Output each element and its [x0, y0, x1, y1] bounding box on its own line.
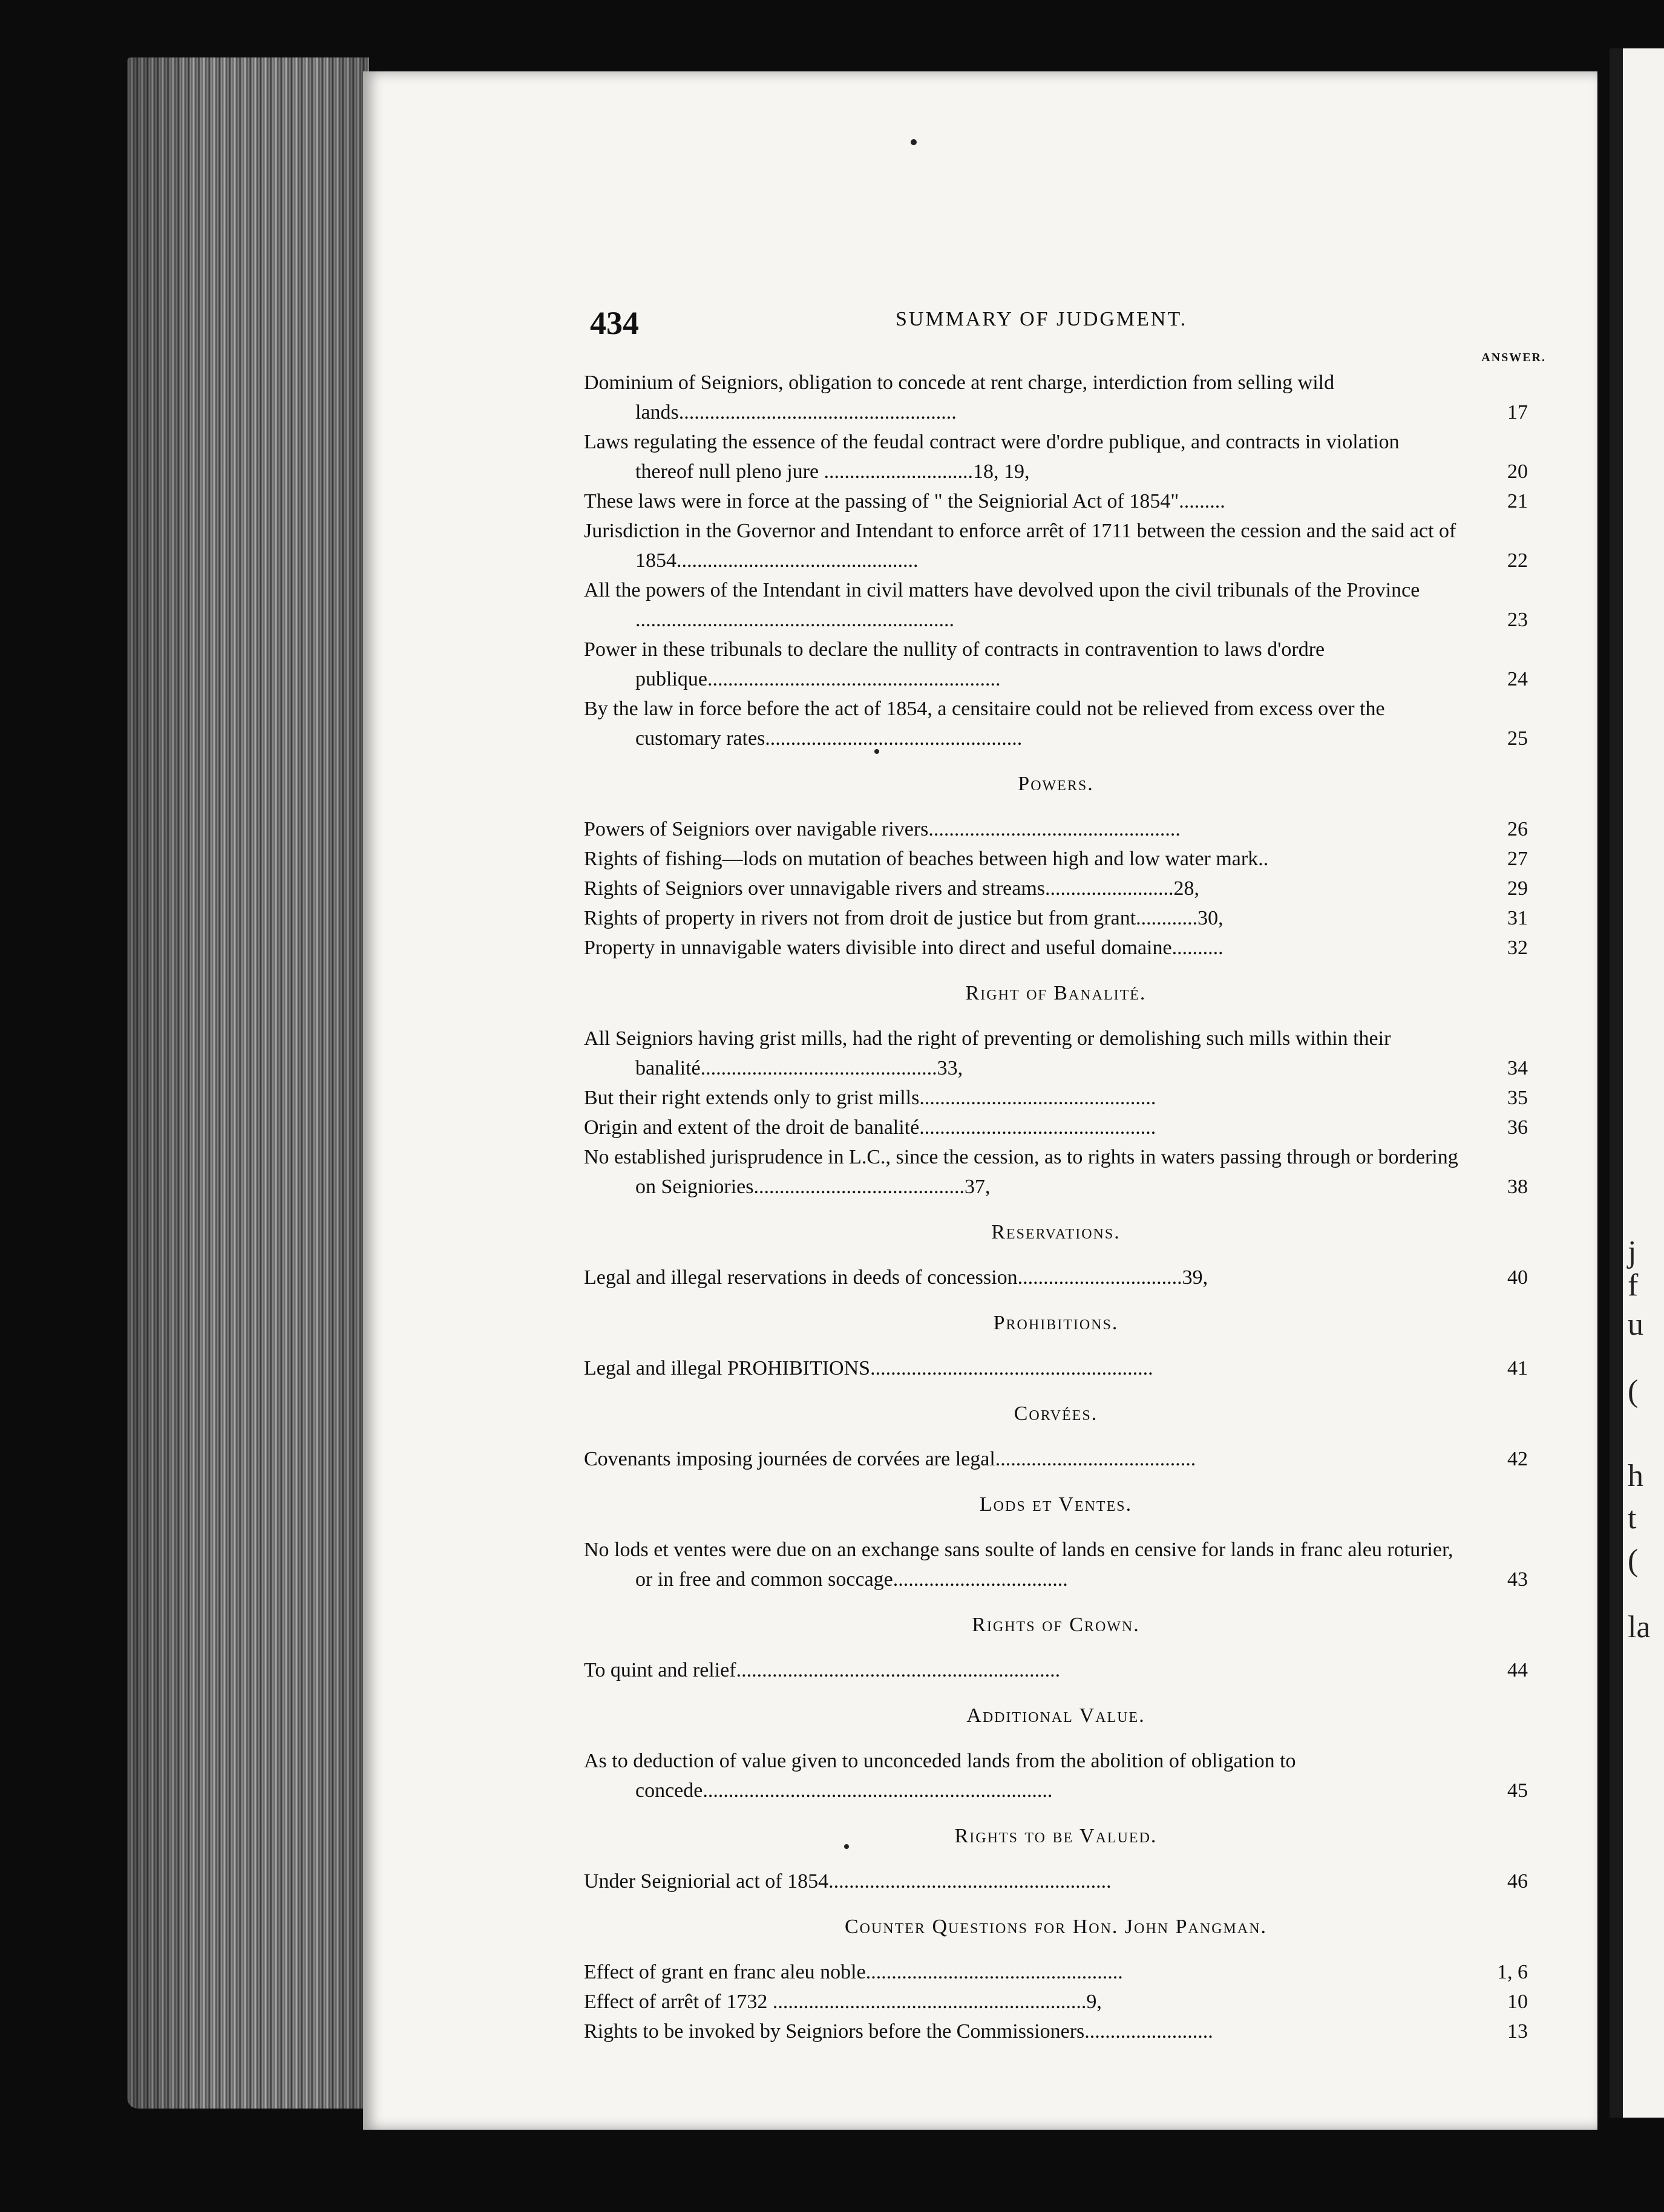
entry-ref: 45 [1507, 1779, 1528, 1802]
sections [584, 769, 1528, 2046]
entry-ref: 43 [1507, 1568, 1528, 1591]
entry-text: Covenants imposing journées de corvées are legal....................................... [584, 1448, 1196, 1470]
entry-ref: 40 [1507, 1266, 1528, 1289]
entry-text: Jurisdiction in the Governor and Intendant to enforce arrêt of 1711 between the cession and the said act of 1854............................................... [584, 520, 1456, 572]
running-head: SUMMARY OF JUDGMENT. [896, 308, 1188, 330]
entry-text: All Seigniors having grist mills, had the right of preventing or demolishing such mills within their banalité..............................................33, [584, 1027, 1391, 1079]
entry-text: Laws regulating the essence of the feudal contract were d'ordre publique, and contracts in violation thereof null pleno jure .............................18, 19, [584, 431, 1400, 483]
facing-page-edge [1610, 48, 1664, 2118]
list-item [584, 635, 1528, 694]
entry-text: Under Seigniorial act of 1854....................................................... [584, 1870, 1112, 1893]
list-item [584, 1957, 1528, 1987]
list-item [584, 1987, 1528, 2017]
list-item [584, 694, 1528, 753]
entry-ref: 35 [1507, 1087, 1528, 1109]
entry-text: Powers of Seigniors over navigable rivers................................................. [584, 818, 1181, 840]
list-item [584, 1746, 1528, 1805]
book-page [363, 71, 1597, 2130]
facing-page-fragment: j [1628, 1235, 1637, 1269]
entry-text: Rights of fishing—lods on mutation of beaches between high and low water mark.. [584, 848, 1269, 870]
list-item [584, 368, 1528, 427]
list-item [584, 1353, 1528, 1383]
list-item [584, 1535, 1528, 1594]
entry-ref: 1, 6 [1497, 1961, 1528, 1983]
list-item [584, 1113, 1528, 1142]
entry-text: All the powers of the Intendant in civil matters have devolved upon the civil tribunals of the Province .............................................................. [584, 579, 1420, 631]
entry-text: These laws were in force at the passing of " the Seigniorial Act of 1854"......... [584, 490, 1225, 512]
facing-page-fragment: ( [1628, 1374, 1639, 1409]
list-item [584, 1444, 1528, 1474]
section-heading: Additional Value. [966, 1704, 1145, 1727]
list-item [584, 575, 1528, 635]
entry-ref: 44 [1507, 1659, 1528, 1681]
section-heading: Rights to be Valued. [954, 1825, 1158, 1847]
entry-ref: 22 [1507, 549, 1528, 572]
list-item [584, 844, 1528, 874]
entry-text: Property in unnavigable waters divisible into direct and useful domaine.......... [584, 937, 1223, 959]
section-heading: Prohibitions. [993, 1312, 1119, 1334]
entry-ref: 36 [1507, 1116, 1528, 1139]
entry-ref: 13 [1507, 2020, 1528, 2043]
entry-text: But their right extends only to grist mills.............................................. [584, 1087, 1156, 1109]
section-heading: Reservations. [991, 1221, 1121, 1243]
list-item [584, 427, 1528, 486]
list-item [584, 516, 1528, 575]
section-heading: Lods et Ventes. [979, 1493, 1133, 1516]
facing-page-fragment: la [1628, 1610, 1651, 1644]
book-edge-shadow [127, 57, 369, 2109]
list-item [584, 874, 1528, 903]
entry-ref: 27 [1507, 848, 1528, 870]
section-heading: Powers. [1018, 773, 1094, 795]
list-item [584, 1142, 1528, 1202]
entry-ref: 42 [1507, 1448, 1528, 1470]
entry-ref: 23 [1507, 609, 1528, 631]
ink-speck [911, 139, 917, 145]
facing-page-fragment: t [1628, 1501, 1637, 1536]
list-item [584, 486, 1528, 516]
entry-text: Effect of arrêt of 1732 .............................................................9, [584, 1991, 1102, 2013]
entry-ref: 41 [1507, 1357, 1528, 1379]
entry-ref: 17 [1507, 401, 1528, 424]
entry-ref: 38 [1507, 1176, 1528, 1198]
list-item [584, 1024, 1528, 1083]
facing-page-fragment: h [1628, 1459, 1643, 1493]
list-item [584, 933, 1528, 963]
entry-text: Rights of property in rivers not from droit de justice but from grant............30, [584, 907, 1223, 929]
entry-text: No lods et ventes were due on an exchange sans soulte of lands en censive for lands in franc aleu roturier, or in free and common soccage.................................. [584, 1539, 1453, 1591]
facing-page-fragment: u [1628, 1307, 1643, 1342]
list-item [584, 1083, 1528, 1113]
list-item [584, 1867, 1528, 1896]
section-heading: Rights of Crown. [972, 1614, 1140, 1636]
intro-entries [584, 368, 1528, 753]
entry-ref: 26 [1507, 818, 1528, 840]
section-heading: Right of Banalité. [965, 982, 1147, 1004]
entry-ref: 32 [1507, 937, 1528, 959]
entry-text: As to deduction of value given to unconceded lands from the abolition of obligation to concede.................................................................... [584, 1750, 1296, 1802]
entry-ref: 25 [1507, 727, 1528, 750]
entry-ref: 31 [1507, 907, 1528, 929]
entry-text: No established jurisprudence in L.C., since the cession, as to rights in waters passing through or bordering on Seigniories.........................................37, [584, 1146, 1458, 1198]
section-heading: Counter Questions for Hon. John Pangman. [844, 1916, 1268, 1938]
list-item [584, 1655, 1528, 1685]
entry-ref: 34 [1507, 1057, 1528, 1079]
entry-ref: 29 [1507, 877, 1528, 900]
entry-text: Rights of Seigniors over unnavigable rivers and streams.........................28, [584, 877, 1200, 900]
entry-text: Power in these tribunals to declare the nullity of contracts in contravention to laws d'ordre publique......................................................... [584, 638, 1325, 690]
entry-text: To quint and relief............................................................... [584, 1659, 1061, 1681]
entry-text: Dominium of Seigniors, obligation to concede at rent charge, interdiction from selling wild lands...................................................... [584, 371, 1335, 424]
entry-text: Effect of grant en franc aleu noble.................................................. [584, 1961, 1123, 1983]
entry-ref: 20 [1507, 460, 1528, 483]
summary-content [584, 368, 1528, 2046]
entry-ref: 46 [1507, 1870, 1528, 1893]
entry-ref: 10 [1507, 1991, 1528, 2013]
answer-column-head: ANSWER. [1481, 351, 1546, 364]
entry-ref: 24 [1507, 668, 1528, 690]
entry-text: Origin and extent of the droit de banalité.............................................. [584, 1116, 1156, 1139]
entry-text: Legal and illegal reservations in deeds of concession................................39, [584, 1266, 1208, 1289]
section-heading: Corvées. [1014, 1402, 1098, 1425]
entry-text: Legal and illegal PROHIBITIONS....................................................... [584, 1357, 1153, 1379]
entry-text: By the law in force before the act of 1854, a censitaire could not be relieved from excess over the customary rates.................................................. [584, 698, 1385, 750]
list-item [584, 2017, 1528, 2046]
list-item [584, 814, 1528, 844]
facing-page-fragment: f [1628, 1268, 1639, 1303]
facing-page-fragment: ( [1628, 1543, 1639, 1578]
list-item [584, 903, 1528, 933]
page-header [363, 304, 1597, 341]
entry-text: Rights to be invoked by Seigniors before the Commissioners......................... [584, 2020, 1213, 2043]
page-number: 434 [590, 305, 639, 341]
entry-ref: 21 [1507, 490, 1528, 512]
list-item [584, 1263, 1528, 1292]
